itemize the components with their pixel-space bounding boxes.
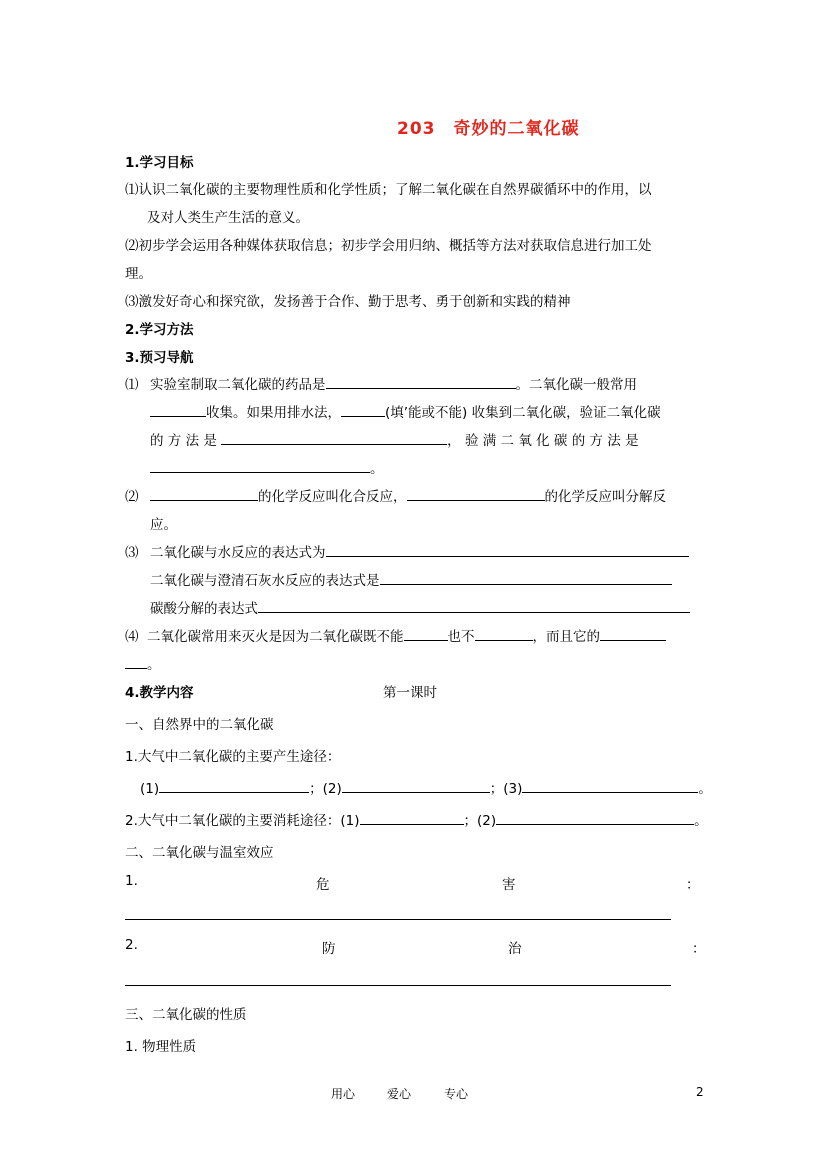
q4-text-a: 二氧化碳常用来灭火是因为二氧化碳既不能 xyxy=(147,629,404,645)
source-end: 。 xyxy=(698,781,712,797)
q1-line-1 xyxy=(150,373,637,393)
objective-3: ⑶激发好奇心和探究欲，发扬善于合作、勤于思考、勇于创新和实践的精神 xyxy=(125,294,571,310)
q2-text-b: 的化学反应叫分解反 xyxy=(544,489,666,505)
physical-properties: 1. 物理性质 xyxy=(125,1039,197,1055)
blank-q4-1[interactable] xyxy=(404,626,448,641)
blank-q1-water[interactable] xyxy=(341,402,385,417)
q1-text-c: 收集。如果用排水法， xyxy=(206,405,341,421)
blank-q3-water-reaction[interactable] xyxy=(326,542,689,557)
blank-q1-verify[interactable] xyxy=(221,430,447,445)
q3-number: ⑶ xyxy=(125,545,139,561)
consumption-end: 。 xyxy=(694,813,708,829)
blank-q3-limewater-reaction[interactable] xyxy=(380,570,672,585)
subheading-properties: 三、二氧化碳的性质 xyxy=(125,1007,247,1023)
blank-source-2[interactable] xyxy=(342,778,490,793)
blank-harm[interactable] xyxy=(125,905,671,920)
q3-text-c: 碳酸分解的表达式 xyxy=(150,601,258,617)
q1-text-f: ， 验 满 二 氧 化 碳 的 方 法 是 xyxy=(447,433,639,449)
co2-consumption-line xyxy=(125,809,708,829)
subheading-greenhouse: 二、二氧化碳与温室效应 xyxy=(125,845,274,861)
q2-text-a: 的化学反应叫化合反应， xyxy=(258,489,407,505)
q1-text-a: 实验室制取二氧化碳的药品是 xyxy=(150,377,326,393)
harm-colon: ： xyxy=(686,877,700,893)
objective-1-line-1: ⑴认识二氧化碳的主要物理性质和化学性质；了解二氧化碳在自然界碳循环中的作用，以 xyxy=(125,182,652,198)
q3-text-a: 二氧化碳与水反应的表达式为 xyxy=(150,545,326,561)
footer-word-2: 爱心 xyxy=(387,1087,412,1101)
source-2-label: ；(2) xyxy=(309,781,342,797)
page-number: 2 xyxy=(696,1085,704,1099)
q1-text-e: 的 方 法 是 xyxy=(150,433,217,449)
blank-q4-3[interactable] xyxy=(600,626,666,641)
q3-line-3 xyxy=(150,597,690,617)
blank-q1-full[interactable] xyxy=(150,458,370,473)
harm-answer-line xyxy=(125,905,671,924)
q2-line-2: 应。 xyxy=(150,517,177,533)
source-3-label: ；(3) xyxy=(489,781,523,797)
blank-q4-3-cont[interactable] xyxy=(125,654,147,669)
blank-q2-combination[interactable] xyxy=(150,486,258,501)
blank-q3-decomposition[interactable] xyxy=(258,598,690,613)
q1-line-4 xyxy=(150,457,384,477)
page-title: 203 奇妙的二氧化碳 xyxy=(397,119,580,139)
blank-q1-collect[interactable] xyxy=(150,402,206,417)
section-heading-methods: 2.学习方法 xyxy=(125,322,194,338)
harm-num: 1. xyxy=(125,873,138,889)
footer-word-3: 专心 xyxy=(444,1087,469,1101)
q4-number: ⑷ xyxy=(125,629,139,645)
section-heading-content: 4.教学内容 xyxy=(125,685,194,701)
q2-line-1 xyxy=(150,485,666,505)
footer-word-1: 用心 xyxy=(331,1087,356,1101)
section-heading-objectives: 1.学习目标 xyxy=(125,155,194,171)
q3-line-2 xyxy=(150,569,672,589)
q1-text-g: 。 xyxy=(370,461,384,477)
subheading-nature: 一、自然界中的二氧化碳 xyxy=(125,717,274,733)
source-1-label: (1) xyxy=(140,781,160,797)
lesson-label: 第一课时 xyxy=(383,685,437,701)
q1-text-b: 。二氧化碳一般常用 xyxy=(515,377,637,393)
prevent-colon: ： xyxy=(692,941,706,957)
blank-q4-2[interactable] xyxy=(475,626,533,641)
blank-q1-reagents[interactable] xyxy=(326,374,516,389)
q2-number: ⑵ xyxy=(125,489,139,505)
blank-q2-decomposition[interactable] xyxy=(407,486,545,501)
section-heading-preview: 3.预习导航 xyxy=(125,350,194,366)
q1-text-d: (填’能或不能) 收集到二氧化碳，验证二氧化碳 xyxy=(385,405,661,421)
blank-source-3[interactable] xyxy=(522,778,698,793)
q1-line-2 xyxy=(150,401,661,421)
harm-char-1: 危 xyxy=(316,877,330,893)
q3-line-1 xyxy=(150,541,689,561)
prevent-num: 2. xyxy=(125,937,138,953)
q4-line-1 xyxy=(147,625,666,645)
objective-2-line-1: ⑵初步学会运用各种媒体获取信息；初步学会用归纳、概括等方法对获取信息进行加工处 xyxy=(125,238,652,254)
objective-1-line-2: 及对人类生产生活的意义。 xyxy=(147,210,309,226)
q4-text-c: ，而且它的 xyxy=(532,629,600,645)
q3-text-b: 二氧化碳与澄清石灰水反应的表达式是 xyxy=(150,573,380,589)
prevent-char-1: 防 xyxy=(322,941,336,957)
harm-char-2: 害 xyxy=(502,877,516,893)
co2-sources-prompt: 1.大气中二氧化碳的主要产生途径： xyxy=(125,749,341,765)
q1-number: ⑴ xyxy=(125,377,139,393)
blank-source-1[interactable] xyxy=(159,778,309,793)
consumption-label: 2.大气中二氧化碳的主要消耗途径：(1) xyxy=(125,813,360,829)
q4-text-b: 也不 xyxy=(447,629,475,645)
co2-sources-blanks xyxy=(140,777,712,797)
objective-2-line-2: 理。 xyxy=(125,266,152,282)
consumption-2-label: ；(2) xyxy=(463,813,497,829)
blank-consumption-1[interactable] xyxy=(360,810,464,825)
q4-text-d: 。 xyxy=(147,657,161,673)
blank-consumption-2[interactable] xyxy=(496,810,694,825)
prevent-char-2: 治 xyxy=(508,941,522,957)
blank-prevent[interactable] xyxy=(125,971,671,986)
q1-line-3 xyxy=(150,429,639,449)
prevent-answer-line xyxy=(125,971,671,990)
q4-line-2 xyxy=(125,653,161,673)
